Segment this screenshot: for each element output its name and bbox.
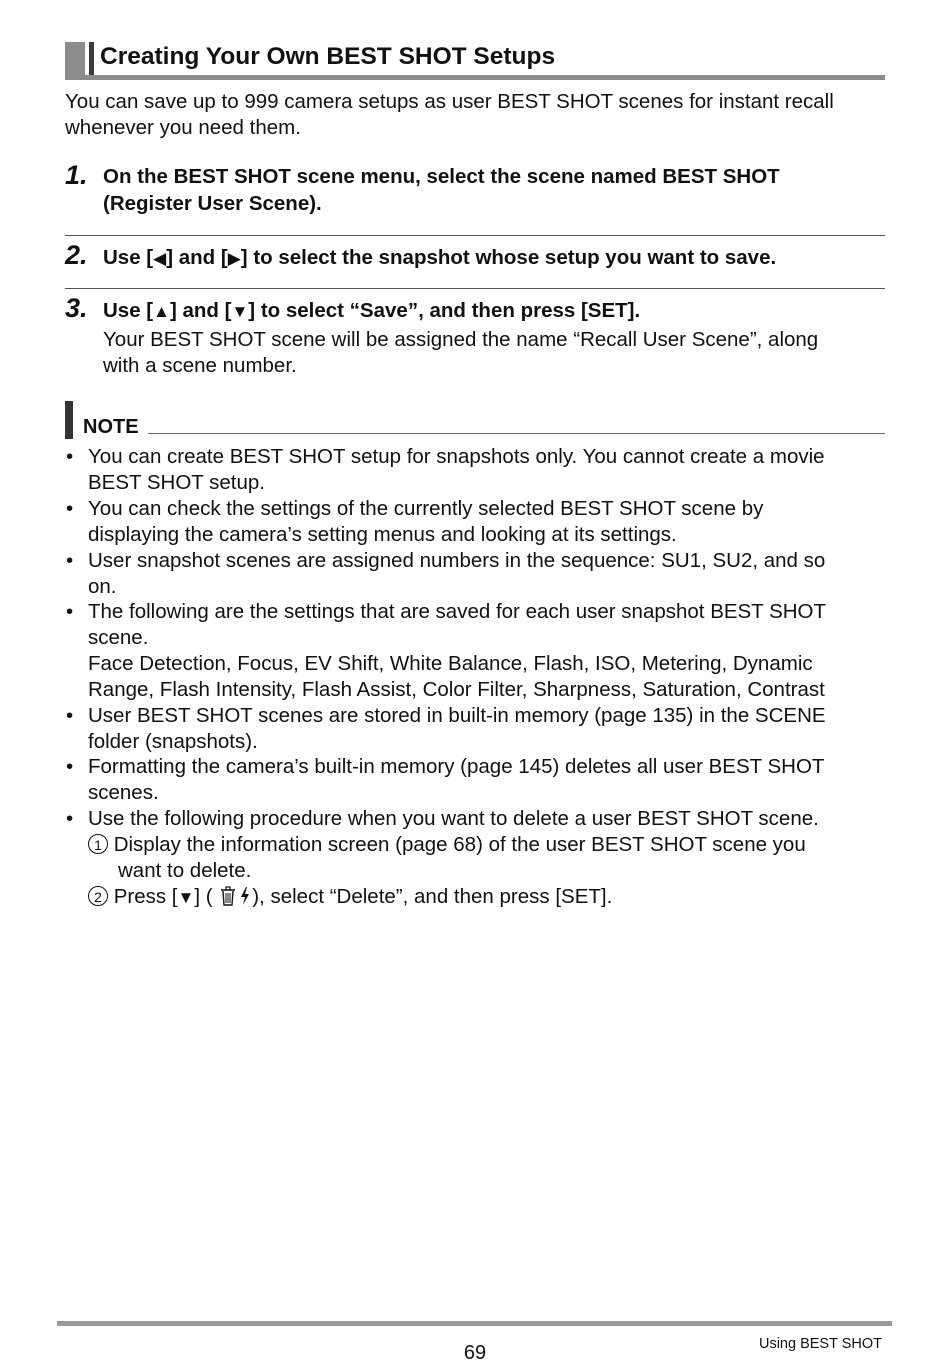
procedure-step-1: 1 Display the information screen (page 68) of the user BEST SHOT scene you (88, 832, 888, 858)
left-arrow-icon: ◀ (153, 249, 167, 268)
up-arrow-icon: ▲ (153, 302, 170, 321)
right-arrow-icon: ▶ (227, 249, 241, 268)
section-title-bar (65, 40, 885, 80)
step-2-text: Use [◀] and [▶] to select the snapshot whose setup you want to save. (103, 246, 777, 269)
title-marker-light (65, 42, 85, 75)
step-1-line-2: (Register User Scene). (103, 192, 322, 215)
title-marker-dark (89, 42, 94, 75)
intro-paragraph: You can save up to 999 camera setups as user BEST SHOT scenes for instant recall whenever you need them. (65, 90, 834, 139)
footer-rule (57, 1321, 892, 1326)
step-3-text: Use [▲] and [▼] to select “Save”, and then press [SET]. (103, 299, 641, 322)
title-underline (65, 75, 885, 80)
down-arrow-icon: ▼ (231, 302, 249, 321)
note-rule (148, 433, 885, 434)
step-divider (65, 288, 885, 289)
procedure-step-2: 2 Press [▼] ( ), select “Delete”, and then press [SET]. (88, 884, 888, 914)
note-heading: NOTE (83, 416, 139, 438)
circled-number: 2 (88, 886, 108, 906)
step-divider (65, 235, 885, 236)
page-title: Creating Your Own BEST SHOT Setups (100, 43, 556, 70)
step-1-line-1: On the BEST SHOT scene menu, select the scene named BEST SHOT (103, 165, 780, 188)
step-3-detail-line-1: Your BEST SHOT scene will be assigned the name “Recall User Scene”, along (103, 328, 819, 351)
note-marker (65, 401, 73, 439)
trash-icon (218, 885, 238, 914)
step-1-number: 1. (65, 160, 88, 190)
section-name: Using BEST SHOT (758, 1336, 882, 1352)
step-2-number: 2. (65, 240, 88, 270)
flash-icon (238, 885, 252, 914)
down-arrow-icon: ▼ (177, 888, 195, 907)
circled-number: 1 (88, 834, 108, 854)
step-3-detail-line-2: with a scene number. (103, 354, 297, 377)
page-number: 69 (463, 1342, 487, 1364)
step-3-number: 3. (65, 293, 88, 323)
